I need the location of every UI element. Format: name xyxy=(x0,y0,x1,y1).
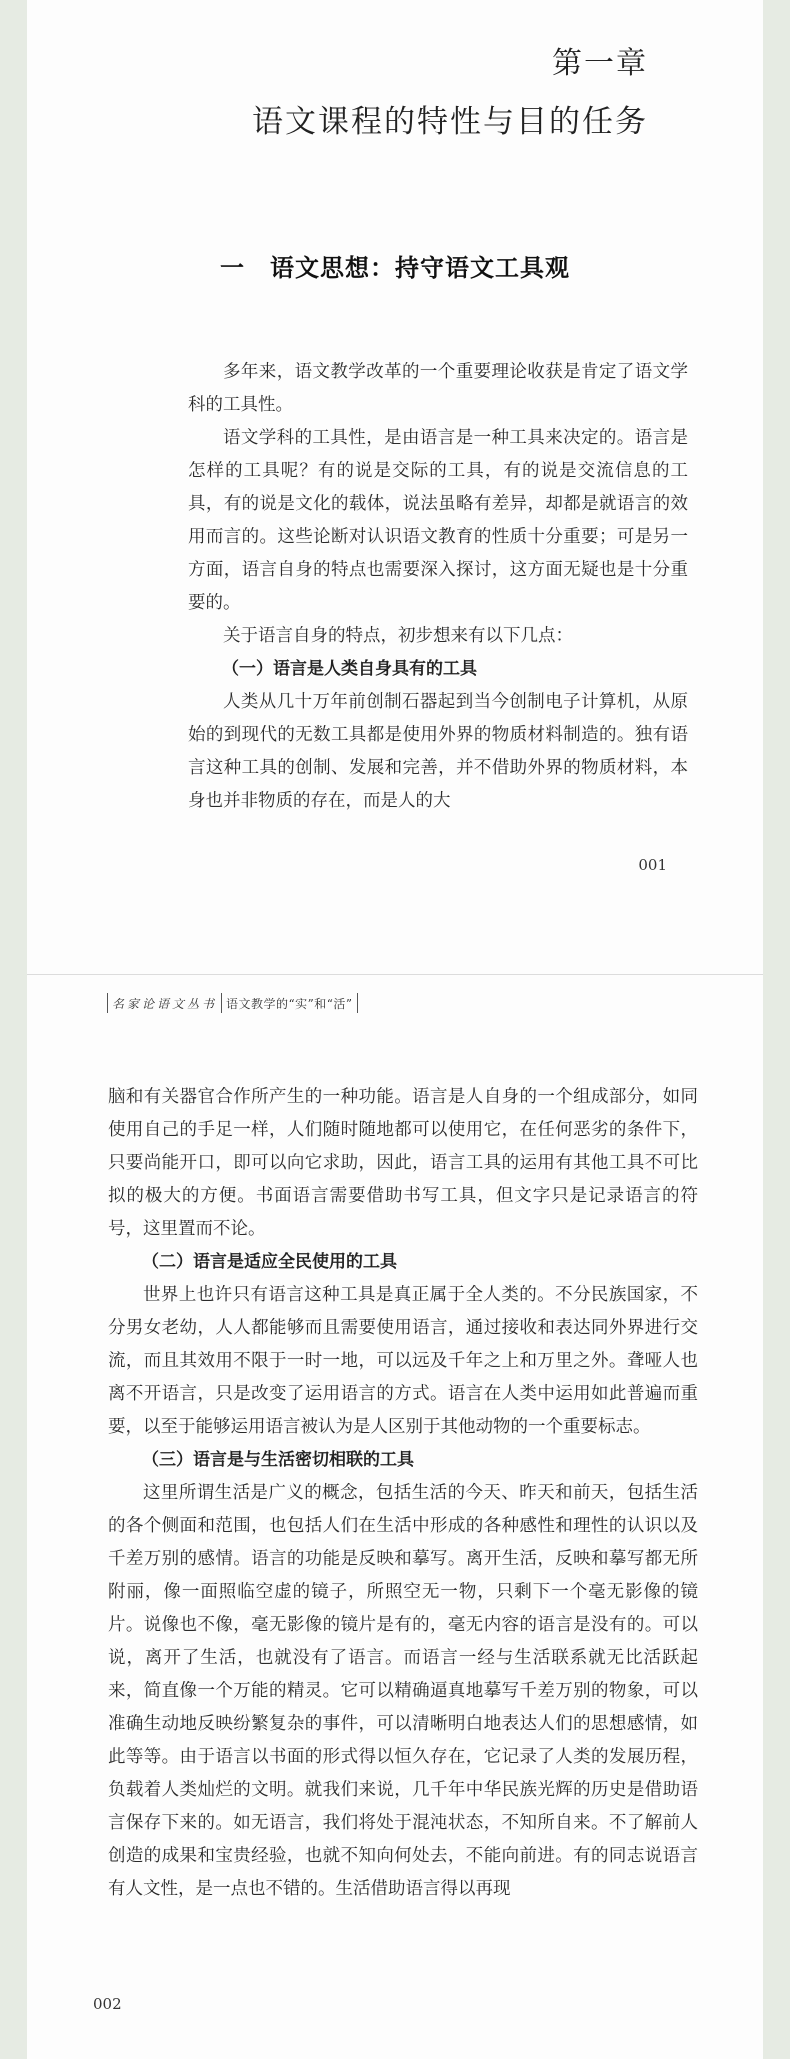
chapter-title: 语文课程的特性与目的任务 xyxy=(252,104,648,140)
paragraph: 语文学科的工具性，是由语言是一种工具来决定的。语言是怎样的工具呢？有的说是交际的工具，有的说是交流信息的工具，有的说是文化的载体，说法虽略有差异，却都是就语言的效用而言的。这些论断对认识语文教育的性质十分重要；可是另一方面，语言自身的特点也需要深入探讨，这方面无疑也是十分重要的。 xyxy=(188,428,688,613)
page-two xyxy=(27,974,763,2059)
subsection-heading: （二）语言是适应全民使用的工具 xyxy=(142,1252,397,1272)
chapter-number: 第一章 xyxy=(552,46,648,81)
series-title: 名家论语文丛书 xyxy=(112,996,218,1011)
book-title: 语文教学的“实”和“活” xyxy=(226,996,353,1011)
header-divider xyxy=(357,993,358,1013)
subsection-heading: （三）语言是与生活密切相联的工具 xyxy=(142,1450,414,1470)
running-header xyxy=(107,992,358,1014)
page-number: 001 xyxy=(638,856,667,874)
paragraph: 这里所谓生活是广义的概念，包括生活的今天、昨天和前天，包括生活的各个侧面和范围，也包括人们在生活中形成的各种感性和理性的认识以及千差万别的感情。语言的功能是反映和摹写。离开生活，反映和摹写都无所附丽，像一面照临空虚的镜子，所照空无一物，只剩下一个毫无影像的镜片。说像也不像，毫无影像的镜片是有的，毫无内容的语言是没有的。可以说，离开了生活，也就没有了语言。而语言一经与生活联系就无比活跃起来，简直像一个万能的精灵。它可以精确逼真地摹写千差万别的物象，可以准确生动地反映纷繁复杂的事件，可以清晰明白地表达人们的思想感情，如此等等。由于语言以书面的形式得以恒久存在，它记录了人类的发展历程，负载着人类灿烂的文明。就我们来说，几千年中华民族光辉的历史是借助语言保存下来的。如无语言，我们将处于混沌状态，不知所自来。不了解前人创造的成果和宝贵经验，也就不知向何处去，不能向前进。有的同志说语言有人文性，是一点也不错的。生活借助语言得以再现 xyxy=(108,1483,698,1899)
page-two-body xyxy=(108,1081,698,1906)
paragraph: 关于语言自身的特点，初步想来有以下几点： xyxy=(223,626,573,646)
page-one xyxy=(27,0,763,974)
paragraph: 多年来，语文教学改革的一个重要理论收获是肯定了语文学科的工具性。 xyxy=(188,362,688,415)
paragraph: 人类从几十万年前创制石器起到当今创制电子计算机，从原始的到现代的无数工具都是使用外界的物质材料制造的。独有语言这种工具的创制、发展和完善，并不借助外界的物质材料，本身也并非物质的存在，而是人的大 xyxy=(188,692,688,811)
page-number: 002 xyxy=(93,1995,122,2013)
subsection-heading: （一）语言是人类自身具有的工具 xyxy=(222,659,477,679)
section-title: 一 语文思想：持守语文工具观 xyxy=(220,253,570,282)
paragraph: 世界上也许只有语言这种工具是真正属于全人类的。不分民族国家，不分男女老幼，人人都能够而且需要使用语言，通过接收和表达同外界进行交流，而且其效用不限于一时一地，可以远及千年之上和万里之外。聋哑人也离不开语言，只是改变了运用语言的方式。语言在人类中运用如此普遍而重要，以至于能够运用语言被认为是人区别于其他动物的一个重要标志。 xyxy=(108,1285,698,1437)
paragraph: 脑和有关器官合作所产生的一种功能。语言是人自身的一个组成部分，如同使用自己的手足一样，人们随时随地都可以使用它，在任何恶劣的条件下，只要尚能开口，即可以向它求助，因此，语言工具的运用有其他工具不可比拟的极大的方便。书面语言需要借助书写工具，但文字只是记录语言的符号，这里置而不论。 xyxy=(108,1087,698,1239)
page-one-body xyxy=(188,356,688,818)
